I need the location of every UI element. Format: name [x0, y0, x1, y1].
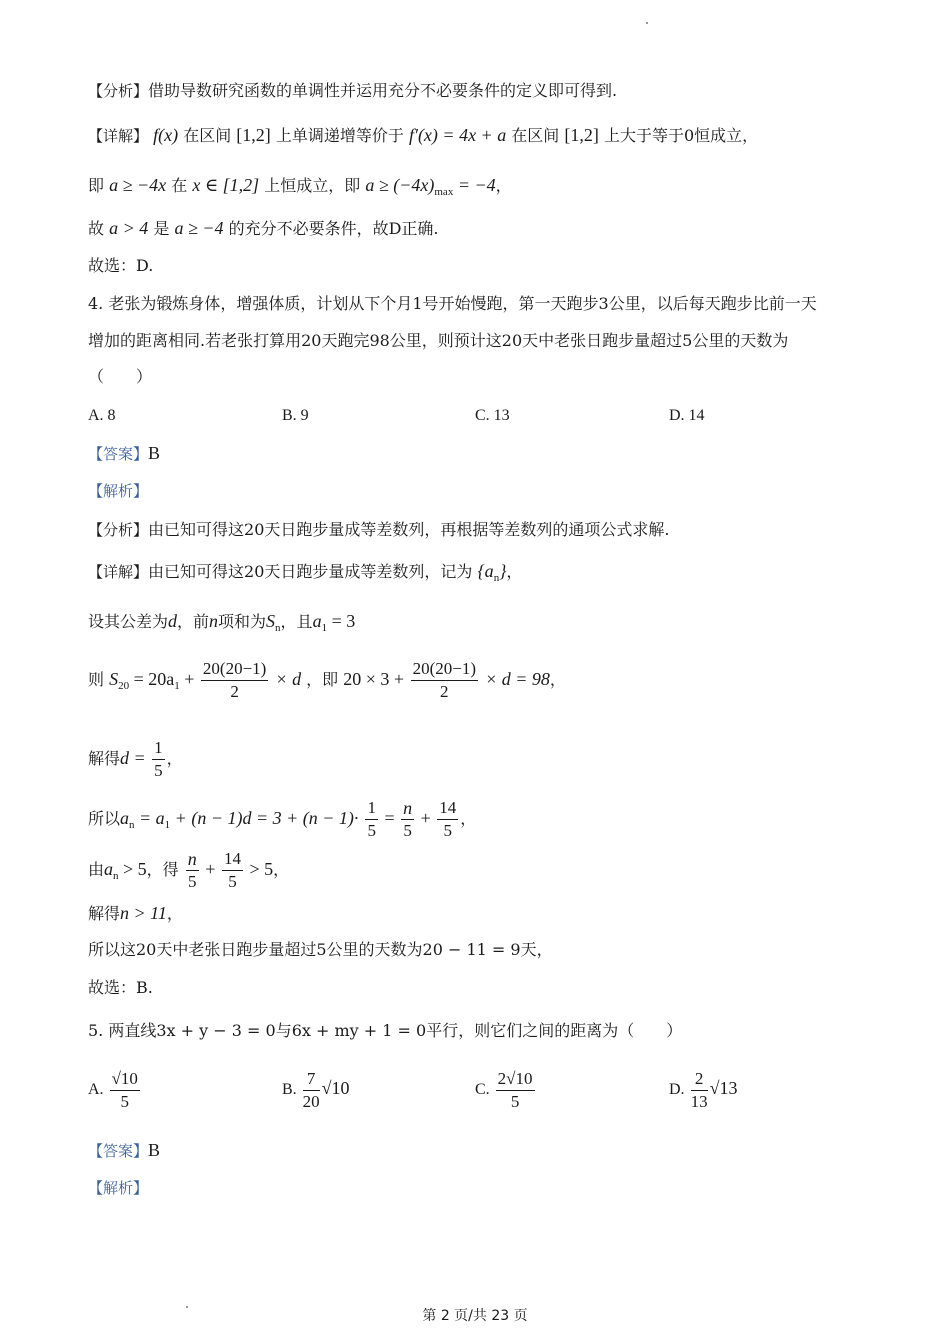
q5-option-c: C. $\frac{2√10}{5}$ [475, 1069, 533, 1111]
analysis-line: 【分析】借助导数研究函数的单调性并运用充分不必要条件的定义即可得到. [88, 81, 618, 100]
q4-detail: 【详解】由已知可得这20天日跑步量成等差数列，记为 $\{a_n\}$， [88, 561, 523, 584]
detail-line-2: 即 a ≥ −4x 在 x ∈ [1,2] 上恒成立，即 $a \ge (-4x)_{max} = -4$， [88, 175, 512, 198]
q5-answer: 【答案】B [88, 1140, 161, 1160]
fraction: $\frac{7}{20}$ [302, 1069, 320, 1111]
fraction: $\frac{√10}{5}$ [111, 1069, 138, 1111]
choice-line: 故选：D. [88, 256, 154, 275]
scan-dot [646, 22, 648, 24]
fraction: $\frac{14}{5}$ [439, 798, 457, 840]
detail-line: 【详解】 f(x) 在区间 [1,2] 上单调递增等价于 f′(x) = 4x + a 在区间 [1,2] 上大于等于0恒成立， [88, 125, 759, 145]
q4-analysis: 【分析】由已知可得这20天日跑步量成等差数列，再根据等差数列的通项公式求解. [88, 520, 670, 539]
q4-option-d: D. 14 [669, 407, 705, 424]
q4-step-4: 所以$a_n = a_1 + (n - 1)d = 3 + (n - 1)\cdot$ $\frac{1}{5}$ = $\frac{n}{5}$ + $\frac{14}{5}$ ， [88, 798, 477, 840]
q5-option-a: A. $\frac{√10}{5}$ [88, 1069, 138, 1111]
fraction: $\frac{14}{5}$ [223, 849, 241, 891]
q4-stem-1: 4. 老张为锻炼身体，增强体质，计划从下个月1号开始慢跑，第一天跑步3公里，以后每天跑步比前一天 [88, 294, 817, 313]
page-footer: 第 2 页/共 23 页 [422, 1308, 528, 1324]
fraction: $\frac{2}{13}$ [690, 1069, 708, 1111]
q4-paren: （ ） [88, 367, 153, 386]
fraction: $\frac{20(20-1)}{2}$ [202, 659, 267, 701]
q4-step-2: 则 $S_{20} = 20a_1$ + $\frac{20(20-1)}{2}$ × d ，即 20 × 3 + $\frac{20(20-1)}{2}$ × d = 98， [88, 659, 566, 701]
q5-jiexi: 【解析】 [88, 1179, 149, 1197]
detail-line-3: 故 a > 4 是 a ≥ −4 的充分不必要条件，故D正确. [88, 218, 439, 238]
q5-stem: 5. 两直线3x + y − 3 = 0与6x + my + 1 = 0平行，则它们之间的距离为（ ） [88, 1021, 683, 1040]
q5-option-d: D. $\frac{2}{13}$ √13 [669, 1069, 738, 1111]
q4-stem-2: 增加的距离相同.若老张打算用20天跑完98公里，则预计这20天中老张日跑步量超过5公里的天数为 [88, 331, 789, 350]
q4-step-6: 解得n > 11， [88, 903, 183, 923]
q5-option-b: B. $\frac{7}{20}$ √10 [282, 1069, 350, 1111]
q4-option-b: B. 9 [282, 407, 309, 424]
q4-step-5: 由$a_n > 5$，得 $\frac{n}{5}$ + $\frac{14}{5}$ > 5， [88, 849, 290, 891]
fraction: $\frac{20(20-1)}{2}$ [412, 659, 477, 701]
fraction: $\frac{n}{5}$ [187, 849, 197, 891]
q4-answer: 【答案】B [88, 443, 161, 463]
q4-step-3: 解得d = $\frac{1}{5}$ ， [88, 738, 183, 780]
fraction: $\frac{2√10}{5}$ [497, 1069, 533, 1111]
q4-option-a: A. 8 [88, 407, 116, 424]
fraction: $\frac{1}{5}$ [367, 798, 376, 840]
fraction: $\frac{n}{5}$ [403, 798, 413, 840]
q4-step-7: 所以这20天中老张日跑步量超过5公里的天数为20 − 11 = 9天， [88, 940, 553, 959]
q4-option-c: C. 13 [475, 407, 510, 424]
q4-step-8: 故选：B. [88, 978, 153, 997]
q4-jiexi: 【解析】 [88, 482, 149, 500]
fraction: $\frac{1}{5}$ [154, 738, 163, 780]
q4-step-1: 设其公差为d，前n项和为$S_n$，且$a_1 = 3$ [88, 611, 356, 634]
